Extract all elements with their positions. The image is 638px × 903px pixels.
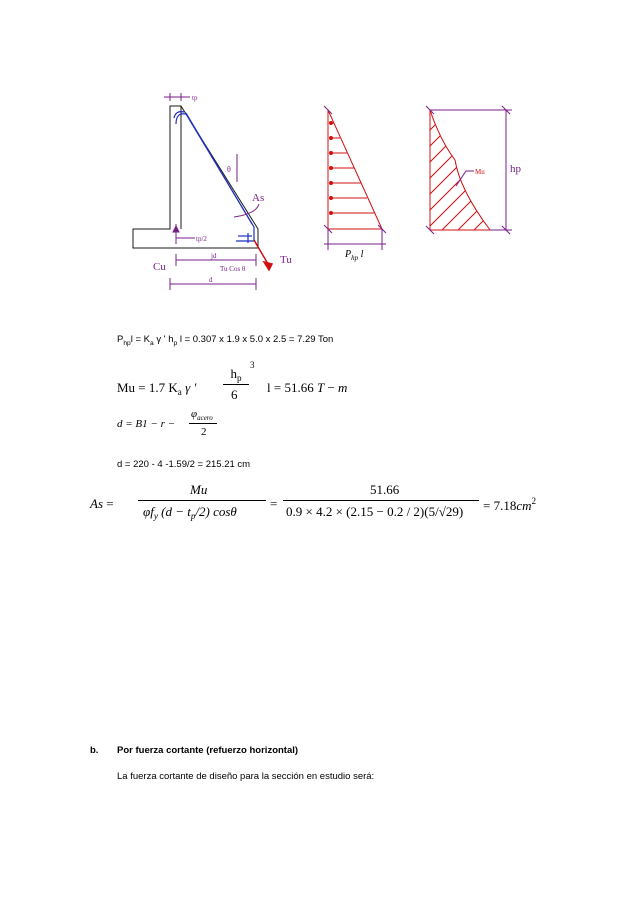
section-b-body: La fuerza cortante de diseño para la sección en estudio será:	[117, 771, 375, 782]
retaining-wall-diagram	[0, 0, 638, 310]
rebar	[174, 112, 254, 243]
wall-structure	[133, 106, 258, 248]
tu-label: Tu	[280, 254, 292, 266]
tu-cos-label: Tu Cos θ	[220, 265, 246, 273]
theta-label: θ	[227, 165, 231, 174]
cu-label: Cu	[153, 261, 166, 273]
section-b-title: Por fuerza cortante (refuerzo horizontal)	[117, 745, 299, 756]
hp-label: hp	[510, 163, 521, 175]
tu-arrow	[254, 240, 272, 270]
cu-arrow	[173, 226, 179, 242]
d-label: d	[209, 276, 213, 284]
pressure-diagram	[324, 106, 386, 250]
tp2-label: tp/2	[196, 235, 207, 243]
tp2-dimension	[176, 224, 195, 244]
tp-label: tp	[192, 94, 198, 102]
php-l-label: $P_{hp}$ l	[345, 249, 364, 262]
equation-d-value: d = 220 - 4 -1.59/2 = 215.21 cm	[117, 459, 251, 470]
section-b-letter: b.	[90, 745, 99, 756]
d-dimension	[170, 278, 256, 290]
as-label: As	[252, 192, 265, 204]
jd-label: jd	[211, 252, 217, 260]
equation-phpl: $P_{hp}l = K_a$ γ ' $h_p$ l = 0.307 x 1.9 x 5.0 x 2.5 = 7.29 Ton	[117, 334, 334, 347]
mu-label: Mu	[475, 168, 485, 176]
tp-dimension	[164, 93, 190, 101]
